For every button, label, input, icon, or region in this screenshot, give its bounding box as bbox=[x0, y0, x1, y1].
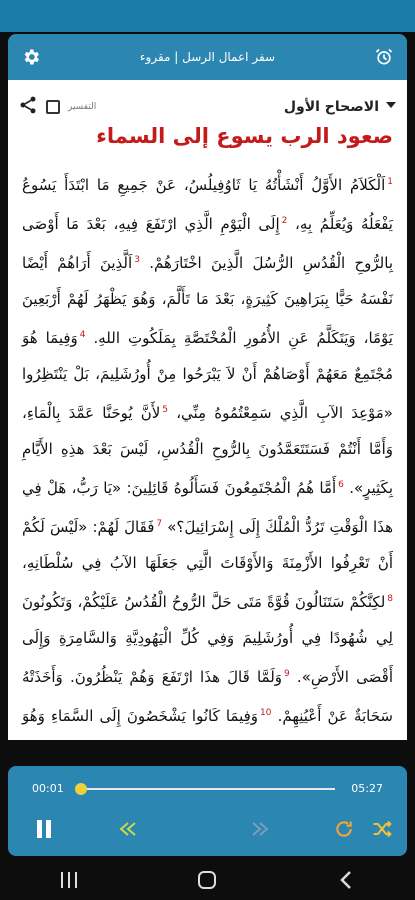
audio-player bbox=[8, 766, 407, 856]
share-icon[interactable] bbox=[18, 95, 38, 119]
app-bar bbox=[8, 34, 407, 80]
verse-text: اَلَّذِينَ أَرَاهُمْ أَيْضًا نَفْسَهُ حَيًّا بِبَرَاهِينَ كَثِيرَةٍ، بَعْدَ مَا تَأَلَّمَ، وَهُوَ يَظْهَرُ لَهُمْ أَرْبَعِينَ يَوْمًا، وَيَتَكَلَّمُ عَنِ الأُمُورِ الْمُخْتَصَّةِ بِمَلَكُوتِ اللهِ. bbox=[22, 254, 393, 347]
caret-down-icon bbox=[385, 99, 397, 115]
verse-text: وَلَمَّا قَالَ هذَا ارْتَفَعَ وَهُمْ يَنْظُرُونَ. وَأَخَذَتْهُ سَحَابَةٌ عَنْ أَعْيُنِهِمْ. bbox=[22, 668, 393, 725]
verse-text: إِلَى الْيَوْمِ الَّذِي ارْتَفَعَ فِيهِ، بَعْدَ مَا أَوْصَى بِالرُّوحِ الْقُدُسِ الرُّسُلَ الَّذِينَ اخْتَارَهُمْ. bbox=[22, 215, 393, 272]
verse-text: أَمَّا هُمُ الْمُجْتَمِعُونَ فَسَأَلُوهُ قَائِلِينَ: «يَا رَبُّ، هَلْ فِي هذَا الْوَقْتِ تَرُدُّ الْمُلْكَ إِلَى إِسْرَائِيلَ؟» bbox=[22, 479, 393, 536]
verse-number: 10 bbox=[260, 708, 272, 718]
repeat-icon[interactable] bbox=[326, 814, 362, 844]
gear-icon[interactable] bbox=[18, 44, 44, 70]
shuffle-icon[interactable] bbox=[364, 814, 400, 844]
total-time: 05:27 bbox=[351, 782, 383, 795]
progress-knob[interactable] bbox=[75, 783, 87, 795]
verse-number: 6 bbox=[338, 480, 344, 490]
section-heading: صعود الرب يسوع إلى السماء bbox=[96, 124, 393, 148]
verse-number: 7 bbox=[156, 519, 163, 529]
verse-text: وَفِيمَا كَانُوا يَشْخَصُونَ إِلَى السَّمَاءِ وَهُوَ bbox=[22, 707, 259, 725]
chapter-title: الاصحاح الأول bbox=[283, 99, 379, 115]
current-time: 00:01 bbox=[32, 782, 64, 795]
verse-text: اَلْكَلاَمُ الأَوَّلُ أَنْشَأْتُهُ يَا ثَاوُفِيلُسُ، عَنْ جَمِيعِ مَا ابْتَدَأَ يَسُوعُ يَفْعَلُهُ وَيُعَلِّمُ بِهِ، bbox=[22, 176, 393, 233]
chapter-selector[interactable] bbox=[284, 99, 397, 115]
alarm-clock-icon[interactable] bbox=[371, 44, 397, 70]
verse-text: لأَنَّ يُوحَنَّا عَمَّدَ بِالْمَاءِ، وَأَمَّا أَنْتُمْ فَسَتَتَعَمَّدُونَ بِالرُّوحِ الْقُدُسِ، لَيْسَ بَعْدَ هذِهِ الأَيَّامِ بِكَثِيرٍ». bbox=[22, 404, 393, 497]
player-controls bbox=[8, 814, 407, 844]
verse-number: 1 bbox=[387, 177, 393, 187]
progress-bar[interactable] bbox=[80, 788, 335, 790]
verse-number: 3 bbox=[134, 255, 140, 265]
verse-number: 5 bbox=[162, 405, 169, 415]
chapter-header bbox=[8, 92, 407, 122]
verses-text bbox=[22, 164, 393, 740]
status-bar bbox=[0, 0, 415, 32]
home-icon[interactable] bbox=[177, 865, 237, 895]
back-icon[interactable] bbox=[316, 865, 376, 895]
verse-number: 2 bbox=[281, 216, 288, 226]
tafsir-checkbox[interactable] bbox=[46, 100, 60, 114]
tafsir-label: التفسير bbox=[68, 102, 97, 112]
rewind-icon[interactable] bbox=[108, 814, 148, 844]
recents-icon[interactable] bbox=[39, 865, 99, 895]
verse-number: 9 bbox=[284, 669, 290, 679]
verse-number: 4 bbox=[79, 330, 86, 340]
verse-text: لكِنَّكُمْ سَتَنَالُونَ قُوَّةً مَتَى حَلَّ الرُّوحُ الْقُدُسُ عَلَيْكُمْ، وَتَكُونُونَ لِي شُهُودًا فِي أُورُشَلِيمَ وَفِي كُلِّ الْيَهُودِيَّةِ وَالسَّامِرَةِ وَإِلَى أَقْصَى الأَرْضِ». bbox=[22, 593, 393, 686]
verse-text: وَفِيمَا هُوَ مُجْتَمِعٌ مَعَهُمْ أَوْصَاهُمْ أَنْ لاَ يَبْرَحُوا مِنْ أُورُشَلِيمَ، بَلْ يَنْتَظِرُوا «مَوْعِدَ الآبِ الَّذِي سَمِعْتُمُوهُ مِنِّي، bbox=[22, 329, 393, 422]
fast-forward-icon[interactable] bbox=[240, 814, 280, 844]
system-nav-bar bbox=[0, 860, 415, 900]
app-title: سفر اعمال الرسل | مقروء bbox=[139, 50, 276, 64]
reading-pane[interactable] bbox=[8, 80, 407, 740]
verse-number: 8 bbox=[387, 594, 393, 604]
verse-text: فَقَالَ لَهُمْ: «لَيْسَ لَكُمْ أَنْ تَعْرِفُوا الأَزْمِنَةَ وَالأَوْقَاتَ الَّتِي جَعَلَهَا الآبُ فِي سُلْطَانِهِ، bbox=[22, 518, 393, 572]
pause-icon[interactable] bbox=[24, 814, 64, 844]
